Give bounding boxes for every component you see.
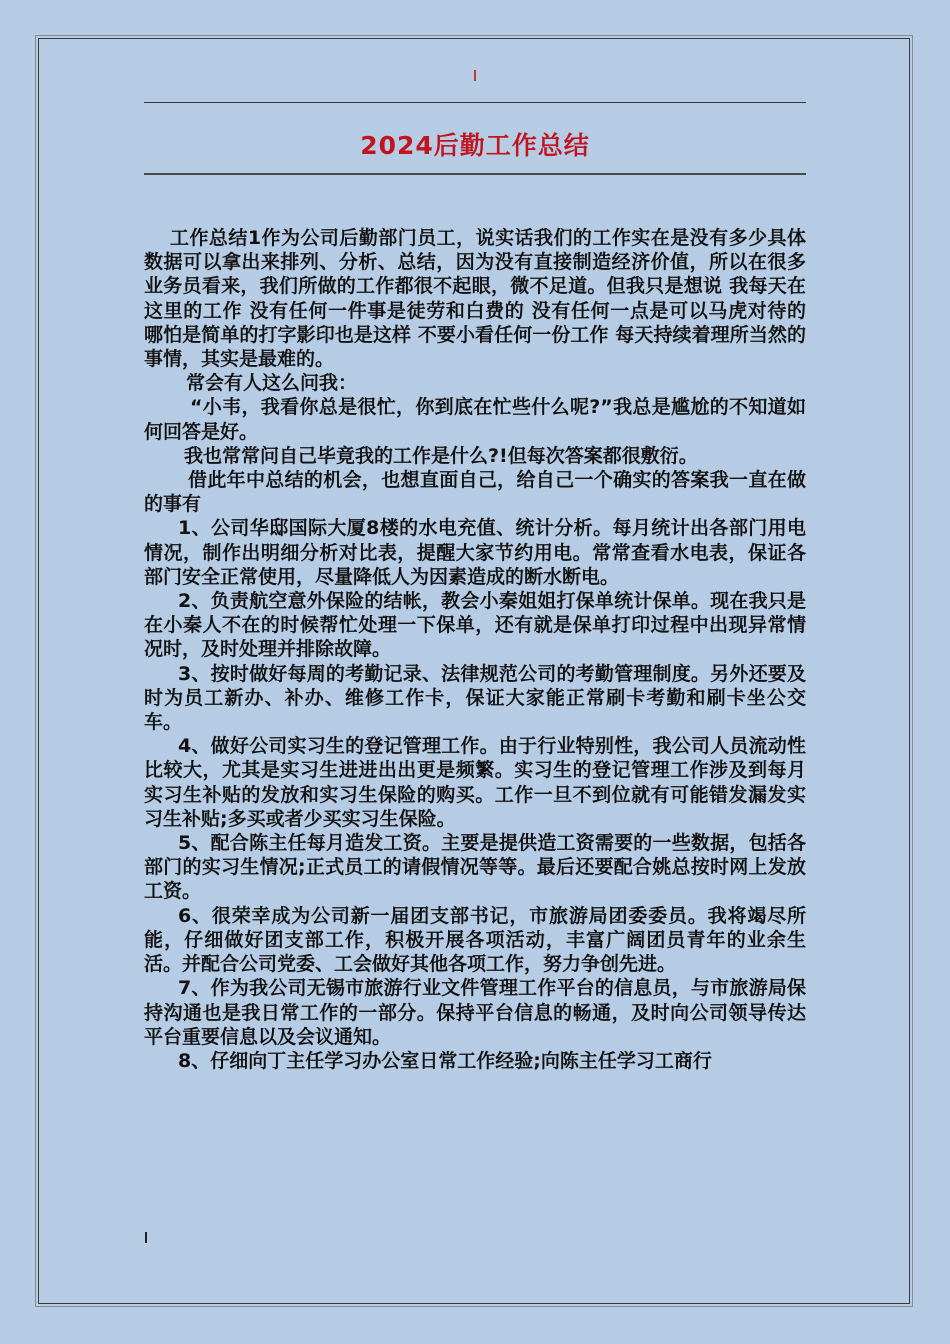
list-item-6: 6、很荣幸成为公司新一届团支部书记，市旅游局团委委员。我将竭尽所能，仔细做好团支部工作，积极开展各项活动，丰富广阔团员青年的业余生活。并配合公司党委、工会做好其他各项工作，努力争创先进。 xyxy=(144,904,806,976)
document-title: 2024后勤工作总结 xyxy=(360,131,590,160)
paragraph-self-question: 我也常常问自己毕竟我的工作是什么?!但每次答案都很敷衍。 xyxy=(184,444,698,467)
footer-cursor-mark xyxy=(145,1232,147,1243)
list-item-4: 4、做好公司实习生的登记管理工作。由于行业特别性，我公司人员流动性比较大，尤其是实习生进进出出更是频繁。实习生的登记管理工作涉及到每月实习生补贴的发放和实习生保险的购买。工作一旦不到位就有可能错发漏发实习生补贴;多买或者少买实习生保险。 xyxy=(144,735,806,830)
list-item-8: 8、仔细向丁主任学习办公室日常工作经验;向陈主任学习工商行 xyxy=(178,1049,712,1072)
paragraph-intro: 工作总结1作为公司后勤部门员工，说实话我们的工作实在是没有多少具体数据可以拿出来排列、分析、总结，因为没有直接制造经济价值，所以在很多业务员看来，我们所做的工作都很不起眼，微不足道。但我只是想说 我每天在这里的工作 没有任何一件事是徒劳和白费的 没有任何一点是可以马虎对待的 哪怕是简单的打字影印也是这样 不要小看任何一份工作 每天持续着理所当然的事情，其实是最难的。 xyxy=(144,227,806,371)
header-cursor-mark xyxy=(474,70,476,81)
paragraph-quote: “小韦，我看你总是很忙，你到底在忙些什么呢?”我总是尴尬的不知道如何回答是好。 xyxy=(144,396,806,443)
list-item-1: 1、公司华邸国际大厦8楼的水电充值、统计分析。每月统计出各部门用电情况，制作出明细分析对比表，提醒大家节约用电。常常查看水电表，保证各部门安全正常使用，尽量降低人为因素造成的断水断电。 xyxy=(144,517,806,588)
list-item-2: 2、负责航空意外保险的结帐，教会小秦姐姐打保单统计保单。现在我只是在小秦人不在的时候帮忙处理一下保单，还有就是保单打印过程中出现异常情况时，及时处理并排除故障。 xyxy=(144,590,806,661)
paragraph-question: 常会有人这么问我： xyxy=(186,372,358,395)
list-item-3: 3、按时做好每周的考勤记录、法律规范公司的考勤管理制度。另外还要及时为员工新办、补办、维修工作卡，保证大家能正常刷卡考勤和刷卡坐公交车。 xyxy=(144,662,806,734)
paragraph-summary-intro: 借此年中总结的机会，也想直面自己，给自己一个确实的答案我一直在做的事有 xyxy=(144,469,806,516)
header-rule xyxy=(144,102,806,103)
document-body xyxy=(144,226,806,1073)
list-item-7: 7、作为我公司无锡市旅游行业文件管理工作平台的信息员，与市旅游局保持沟通也是我日常工作的一部分。保持平台信息的畅通，及时向公司领导传达平台重要信息以及会议通知。 xyxy=(144,977,806,1048)
title-underline xyxy=(144,173,806,175)
list-item-5: 5、配合陈主任每月造发工资。主要是提供造工资需要的一些数据，包括各部门的实习生情况;正式员工的请假情况等等。最后还要配合姚总按时网上发放工资。 xyxy=(144,832,806,903)
